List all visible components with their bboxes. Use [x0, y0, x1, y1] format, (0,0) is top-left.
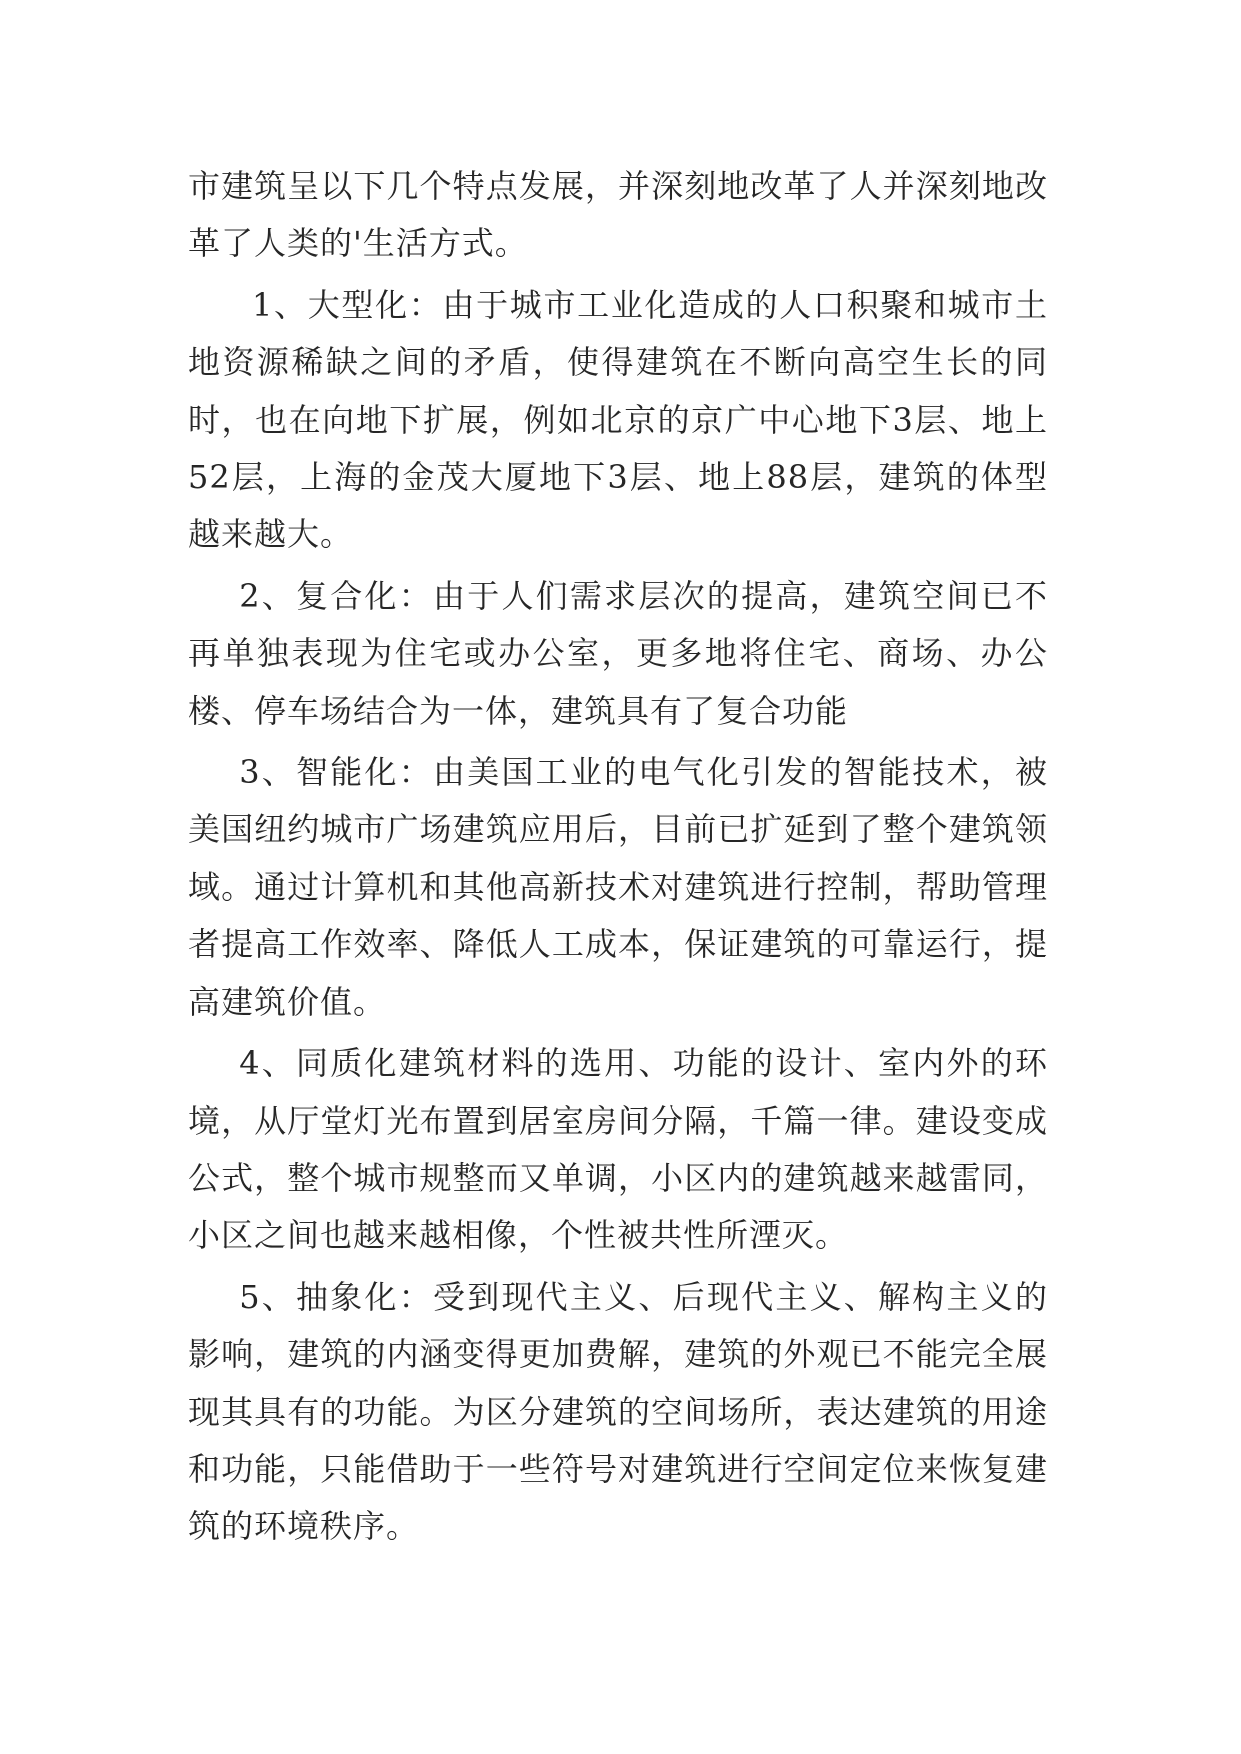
paragraph-item-5-abstract: 5、抽象化：受到现代主义、后现代主义、解构主义的影响，建筑的内涵变得更加费解，建筑的外观已不能完全展现其具有的功能。为区分建筑的空间场所，表达建筑的用途和功能，只能借助于一些符号对建筑进行空间定位来恢复建筑的环境秩序。 [188, 1277, 1048, 1546]
paragraph-item-1-large-scale: 1、大型化：由于城市工业化造成的人口积聚和城市土地资源稀缺之间的矛盾，使得建筑在不断向高空生长的同时，也在向地下扩展，例如北京的京广中心地下3层、地上52层，上海的金茂大厦地下3层、地上88层，建筑的体型越来越大。 [188, 285, 1048, 554]
paragraph-item-4-homogeneous: 4、同质化建筑材料的选用、功能的设计、室内外的环境，从厅堂灯光布置到居室房间分隔，千篇一律。建设变成公式，整个城市规整而又单调，小区内的建筑越来越雷同，小区之间也越来越相像，个性被共性所湮灭。 [188, 1044, 1048, 1255]
paragraph-intro-continuation: 市建筑呈以下几个特点发展，并深刻地改革了人并深刻地改革了人类的'生活方式。 [188, 167, 1048, 263]
paragraph-item-2-composite: 2、复合化：由于人们需求层次的提高，建筑空间已不再单独表现为住宅或办公室，更多地将住宅、商场、办公楼、停车场结合为一体，建筑具有了复合功能 [188, 576, 1048, 730]
document-body [188, 158, 1048, 1556]
paragraph-item-3-intelligent: 3、智能化：由美国工业的电气化引发的智能技术，被美国纽约城市广场建筑应用后，目前已扩延到了整个建筑领域。通过计算机和其他高新技术对建筑进行控制，帮助管理者提高工作效率、降低人工成本，保证建筑的可靠运行，提高建筑价值。 [188, 753, 1048, 1021]
